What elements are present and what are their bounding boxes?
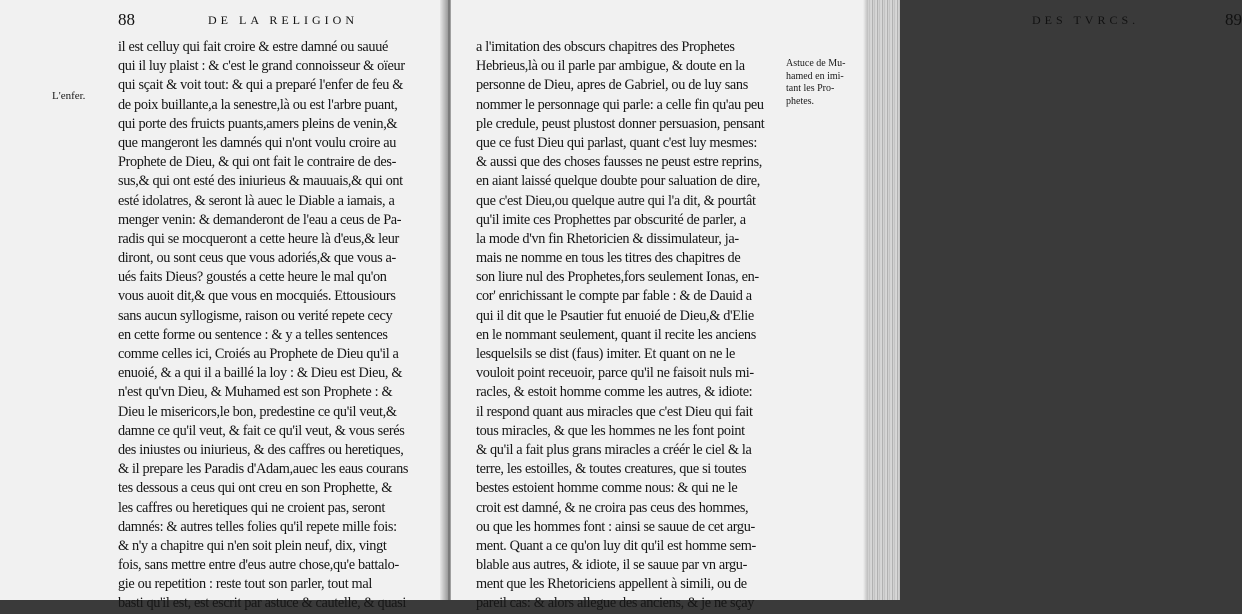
text-line: comme celles ici, Croiés au Prophete de Dieu qu'il a [118, 346, 399, 362]
marginal-line: tant les Pro- [786, 83, 835, 94]
text-line: esté idolatres, & seront là auec le Diable a iamais, a [118, 192, 395, 209]
text-line: fois, sans mettre entre d'eus autre chose,qu'e battalo- [118, 557, 399, 574]
text-line: qui il luy plaist : & c'est le grand connoisseur & oïeur [118, 58, 405, 75]
text-line: blable aus autres, & idiote, il se sauue par vn argu- [476, 557, 748, 574]
text-line: enuoié, & a qui il a baillé la loy : & Dieu est Dieu, & [118, 365, 403, 382]
text-line: basti qu'il est, est escrit par astuce & cautelle, & quasi [118, 595, 406, 612]
marginal-line: hamed en imi- [786, 70, 844, 82]
left-marginal-note: L'enfer. [52, 90, 86, 102]
text-line: tous miracles, & que les hommes ne les font point [476, 422, 745, 439]
text-line: bestes estoient homme comme nous: & qui ne le [476, 480, 738, 497]
text-line: croit est damné, & ne croira pas ceus des hommes, [476, 499, 749, 516]
text-line: n'est qu'vn Dieu, & Muhamed est son Prophete : & [118, 384, 393, 401]
text-line: diront, ou sont ceus que vous adoriés,& que vous a- [118, 250, 396, 267]
text-line: des iniustes ou iniurieus, & des caffres ou heretiques, [118, 441, 404, 458]
text-line: de poix buillante,a la senestre,là ou est l'arbre puant, [118, 96, 398, 113]
text-line: en le nommant seulement, quant il recite les anciens [476, 326, 756, 343]
text-line: racles, & estoit homme comme les autres, & idiote: [476, 384, 753, 401]
text-line: ment que les Rhetoriciens appellent à simili, ou de [476, 576, 747, 593]
text-line: ple credule, peust plustost donner persuasion, pensant [476, 115, 765, 132]
text-line: sans aucun syllogisme, raison ou verité repete cecy [118, 307, 393, 324]
right-running-head [932, 10, 1242, 32]
text-line: ués faits Dieus? goustés a cette heure le mal qu'on [118, 269, 387, 286]
text-line: il est celluy qui fait croire & estre damné ou sauué [118, 39, 389, 55]
text-line: damne ce qu'il veut, & fait ce qu'il veut, & vous serés [118, 422, 405, 439]
right-text-block [476, 38, 780, 614]
text-line: qui il dit que le Psautier fut enuoié de Dieu,& d'Elie [476, 307, 754, 324]
right-folio: 89 [1225, 10, 1242, 29]
text-line: Dieu le misericors,le bon, predestine ce qu'il veut,& [118, 403, 397, 420]
right-marginal-note [786, 58, 848, 108]
text-line: sus,& qui ont esté des iniurieus & mauuais,& qui ont [118, 173, 403, 190]
marginal-line: phetes. [786, 95, 815, 107]
text-line: Hebrieus,là ou il parle par ambigue, & doute en la [476, 58, 745, 75]
text-line: & n'y a chapitre qui n'en soit plein neuf, dix, vingt [118, 537, 387, 554]
text-line: & qu'il a fait plus grans miracles a créér le ciel & la [476, 441, 752, 458]
text-line: les caffres ou heretiques qui ne croient pas, seront [118, 499, 385, 516]
text-line: lesquelsils se dist (faus) imiter. Et quant on ne le [476, 346, 735, 362]
text-line: que mangeront les damnés qui n'ont voulu croire au [118, 134, 397, 151]
text-line: vous auoit dit,& que vous en mocquiés. Ettousiours [118, 288, 396, 305]
text-line: qui porte des fruicts puants,amers pleins de venin,& [118, 115, 398, 132]
text-line: & il prepare les Paradis d'Adam,auec les eaus courans [118, 461, 409, 478]
marginal-line: Astuce de Mu- [786, 58, 846, 69]
text-line: gie ou repetition : reste tout son parler, tout mal [118, 576, 372, 593]
text-line: que ce fust Dieu qui parlast, quant c'est luy mesmes: [476, 134, 758, 151]
text-line: menger venin: & demanderont de l'eau a ceus de Pa- [118, 211, 402, 228]
text-line: ment. Quant a ce qu'on luy dit qu'il est homme sem- [476, 537, 756, 554]
left-page [0, 0, 447, 612]
text-line: qu'il imite ces Prophettes par obscurité de parler, a [476, 211, 746, 228]
text-line: mais ne nomme en tous les titres des chapitres de [476, 250, 741, 267]
text-line: Prophete de Dieu, & qui ont fait le contraire de des- [118, 154, 397, 171]
left-running-title: DE LA RELIGION [208, 13, 358, 27]
text-line: & aussi que des choses fausses ne peust estre reprins, [476, 154, 763, 171]
text-line: pareil cas: & alors allegue des anciens, & je ne sçay [476, 595, 754, 612]
text-line: personne de Dieu, apres de Gabriel, ou de luy sans [476, 77, 748, 94]
text-line: nommer le personnage qui parle: a celle fin qu'au peu [476, 96, 764, 113]
text-line: damnés: & autres telles folies qu'il repete mille fois: [118, 518, 397, 535]
text-line: vouloit point receuoir, parce qu'il ne faisoit nuls mi- [476, 365, 754, 382]
text-line: que c'est Dieu,ou quelque autre qui l'a dit, & pourtât [476, 192, 756, 209]
left-text-block [118, 38, 436, 614]
text-line: cor' enrichissant le compte par fable : & de Dauid a [476, 288, 752, 305]
text-line: en aiant laissé quelque doubte pour saluation de dire, [476, 173, 761, 190]
text-line: terre, les estoilles, & toutes creatures, que si toutes [476, 461, 747, 478]
left-folio: 88 [118, 10, 135, 29]
text-line: la mode d'vn fin Rhetoricien & dissimulateur, ja- [476, 230, 739, 247]
book-fore-edge [868, 0, 900, 600]
text-line: radis qui se mocqueront a cette heure là d'eus,& leur [118, 230, 399, 247]
text-line: a l'imitation des obscurs chapitres des Prophetes [476, 39, 735, 55]
text-line: il respond quant aus miracles que c'est Dieu qui fait [476, 403, 753, 420]
text-line: en cette forme ou sentence : & y a telles sentences [118, 326, 388, 343]
right-running-title: DES TVRCS. [1032, 13, 1140, 27]
left-running-head [110, 10, 435, 32]
text-line: ou que les hommes font : ainsi se sauue de cet argu- [476, 518, 755, 535]
text-line: qui sçait & voit tout: & qui a preparé l'enfer de feu & [118, 77, 404, 94]
text-line: tes dessous a ceus qui ont creu en son Prophette, & [118, 480, 392, 497]
text-line: son liure nul des Prophetes,fors seulement Ionas, en- [476, 269, 759, 286]
